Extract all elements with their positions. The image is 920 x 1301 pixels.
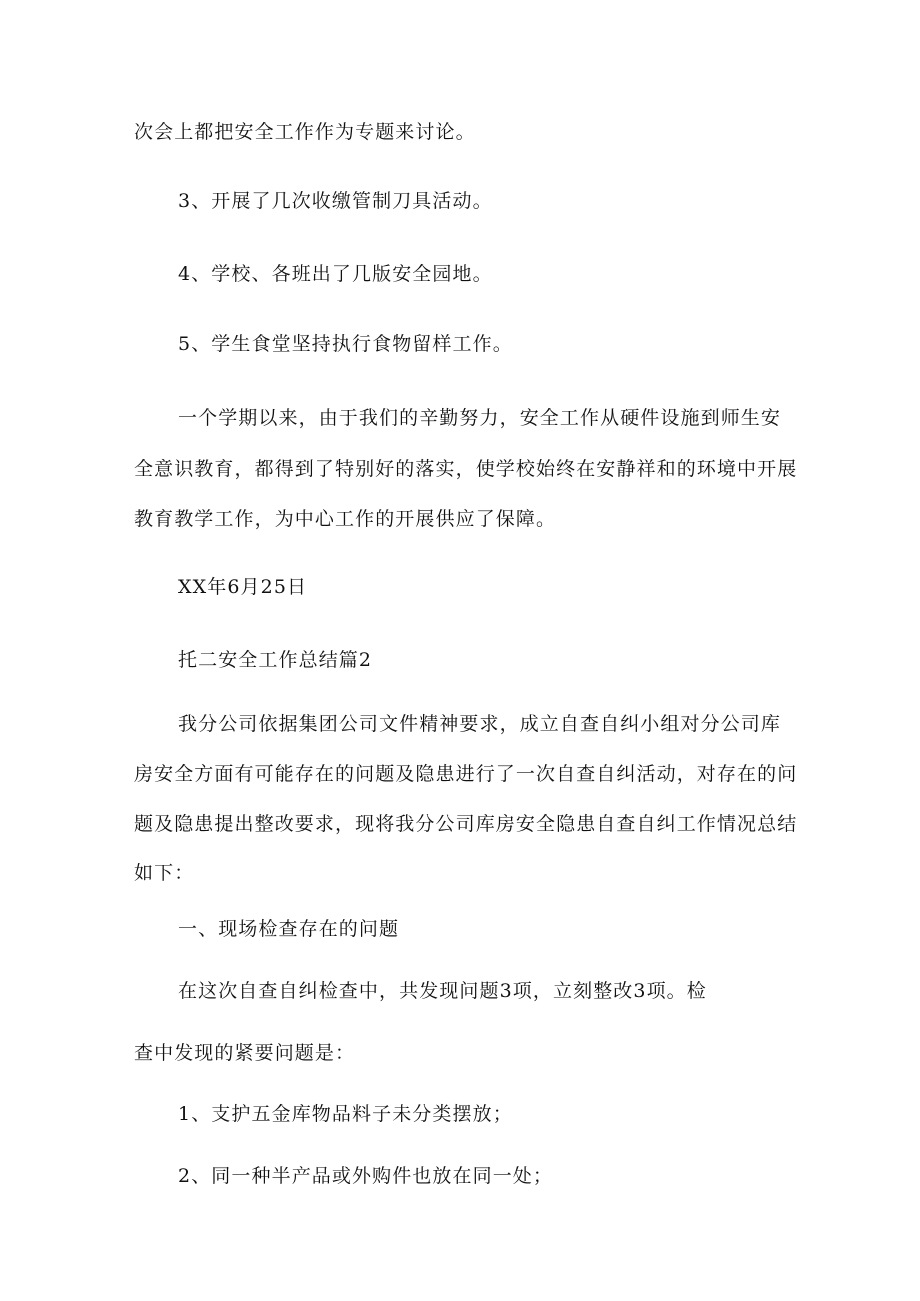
list-item: 2、同一种半产品或外购件也放在同一处； bbox=[178, 1165, 553, 1187]
text-line: 查中发现的紧要问题是： bbox=[134, 1042, 356, 1064]
list-item: 5、学生食堂坚持执行食物留样工作。 bbox=[178, 333, 513, 355]
text-line: 题及隐患提出整改要求，现将我分公司库房安全隐患自查自纠工作情况总结 bbox=[134, 813, 798, 835]
section-title: 托二安全工作总结篇2 bbox=[178, 649, 373, 671]
list-item: 4、学校、各班出了几版安全园地。 bbox=[178, 263, 493, 285]
text-line: 全意识教育，都得到了特别好的落实，使学校始终在安静祥和的环境中开展 bbox=[134, 458, 798, 480]
section-heading: 一、现场检查存在的问题 bbox=[178, 918, 400, 940]
text-line: 次会上都把安全工作作为专题来讨论。 bbox=[134, 121, 476, 143]
text-line: 我分公司依据集团公司文件精神要求，成立自查自纠小组对分公司库 bbox=[178, 713, 782, 735]
text-line: 一个学期以来，由于我们的辛勤努力，安全工作从硬件设施到师生安 bbox=[178, 407, 782, 429]
list-item: 1、支护五金库物品料子未分类摆放； bbox=[178, 1103, 513, 1125]
date-line: XX年6月25日 bbox=[178, 576, 308, 598]
text-line: 房安全方面有可能存在的问题及隐患进行了一次自查自纠活动，对存在的问 bbox=[134, 763, 798, 785]
text-line: 教育教学工作，为中心工作的开展供应了保障。 bbox=[134, 508, 557, 530]
text-line: 在这次自查自纠检查中，共发现问题3项，立刻整改3项。检 bbox=[178, 980, 707, 1002]
list-item: 3、开展了几次收缴管制刀具活动。 bbox=[178, 190, 493, 212]
text-line: 如下： bbox=[134, 862, 195, 884]
